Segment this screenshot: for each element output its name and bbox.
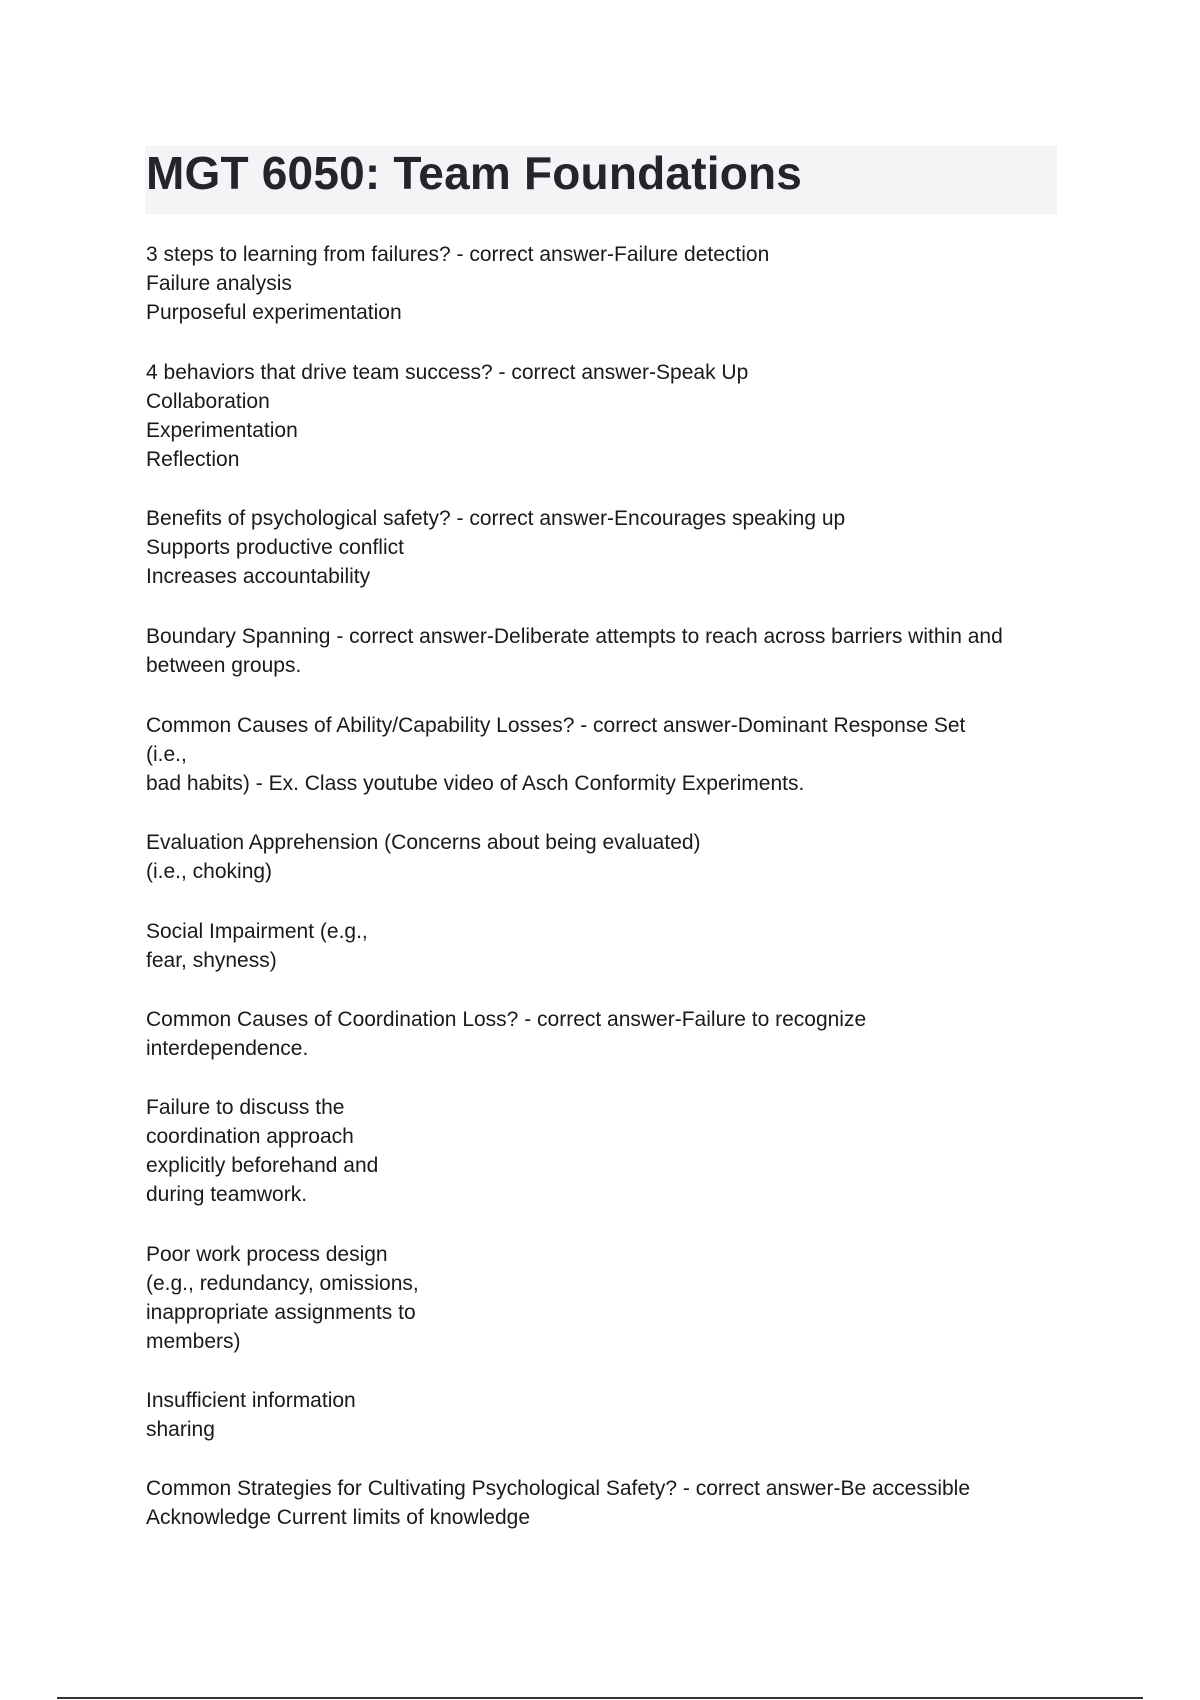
qa-line: Evaluation Apprehension (Concerns about being evaluated) xyxy=(146,831,701,854)
qa-line: Failure to discuss the xyxy=(146,1096,345,1119)
qa-line: interdependence. xyxy=(146,1037,309,1060)
footer-divider xyxy=(57,1697,1143,1699)
qa-line: Purposeful experimentation xyxy=(146,301,402,324)
qa-entry xyxy=(146,917,1066,975)
qa-line: Poor work process design xyxy=(146,1243,388,1266)
qa-entry xyxy=(146,1386,1066,1444)
qa-entry xyxy=(146,358,1066,474)
qa-line: members) xyxy=(146,1330,241,1353)
qa-entry xyxy=(146,622,1066,680)
qa-line: (i.e., xyxy=(146,743,187,766)
qa-line: fear, shyness) xyxy=(146,949,277,972)
qa-line: sharing xyxy=(146,1418,215,1441)
qa-entry xyxy=(146,1093,1066,1209)
qa-line: Failure analysis xyxy=(146,272,292,295)
qa-line: 4 behaviors that drive team success? - correct answer-Speak Up xyxy=(146,361,749,384)
qa-line: Benefits of psychological safety? - correct answer-Encourages speaking up xyxy=(146,507,846,530)
qa-line: inappropriate assignments to xyxy=(146,1301,416,1324)
qa-line: Acknowledge Current limits of knowledge xyxy=(146,1506,531,1529)
qa-line: Reflection xyxy=(146,448,240,471)
qa-entry xyxy=(146,240,1066,327)
qa-line: Social Impairment (e.g., xyxy=(146,920,368,943)
qa-line: Common Causes of Coordination Loss? - correct answer-Failure to recognize xyxy=(146,1008,867,1031)
qa-entry xyxy=(146,1474,1066,1532)
qa-line: between groups. xyxy=(146,654,302,677)
qa-line: Common Strategies for Cultivating Psychological Safety? - correct answer-Be accessible xyxy=(146,1477,971,1500)
qa-line: Experimentation xyxy=(146,419,298,442)
qa-line: Common Causes of Ability/Capability Losses? - correct answer-Dominant Response Set xyxy=(146,714,966,737)
qa-line: Insufficient information xyxy=(146,1389,356,1412)
document-title: MGT 6050: Team Foundations xyxy=(146,147,803,199)
qa-entry xyxy=(146,1240,1066,1356)
qa-line: Increases accountability xyxy=(146,565,371,588)
qa-line: (i.e., choking) xyxy=(146,860,273,883)
qa-entry xyxy=(146,711,1066,798)
qa-entry xyxy=(146,828,1066,886)
qa-line: 3 steps to learning from failures? - correct answer-Failure detection xyxy=(146,243,770,266)
qa-line: Supports productive conflict xyxy=(146,536,404,559)
qa-line: Boundary Spanning - correct answer-Deliberate attempts to reach across barriers within and xyxy=(146,625,1003,648)
qa-line: coordination approach xyxy=(146,1125,354,1148)
qa-line: bad habits) - Ex. Class youtube video of Asch Conformity Experiments. xyxy=(146,772,805,795)
qa-line: Collaboration xyxy=(146,390,270,413)
qa-line: explicitly beforehand and xyxy=(146,1154,379,1177)
qa-line: (e.g., redundancy, omissions, xyxy=(146,1272,419,1295)
qa-entry xyxy=(146,1005,1066,1063)
qa-entry xyxy=(146,504,1066,591)
qa-line: during teamwork. xyxy=(146,1183,308,1206)
